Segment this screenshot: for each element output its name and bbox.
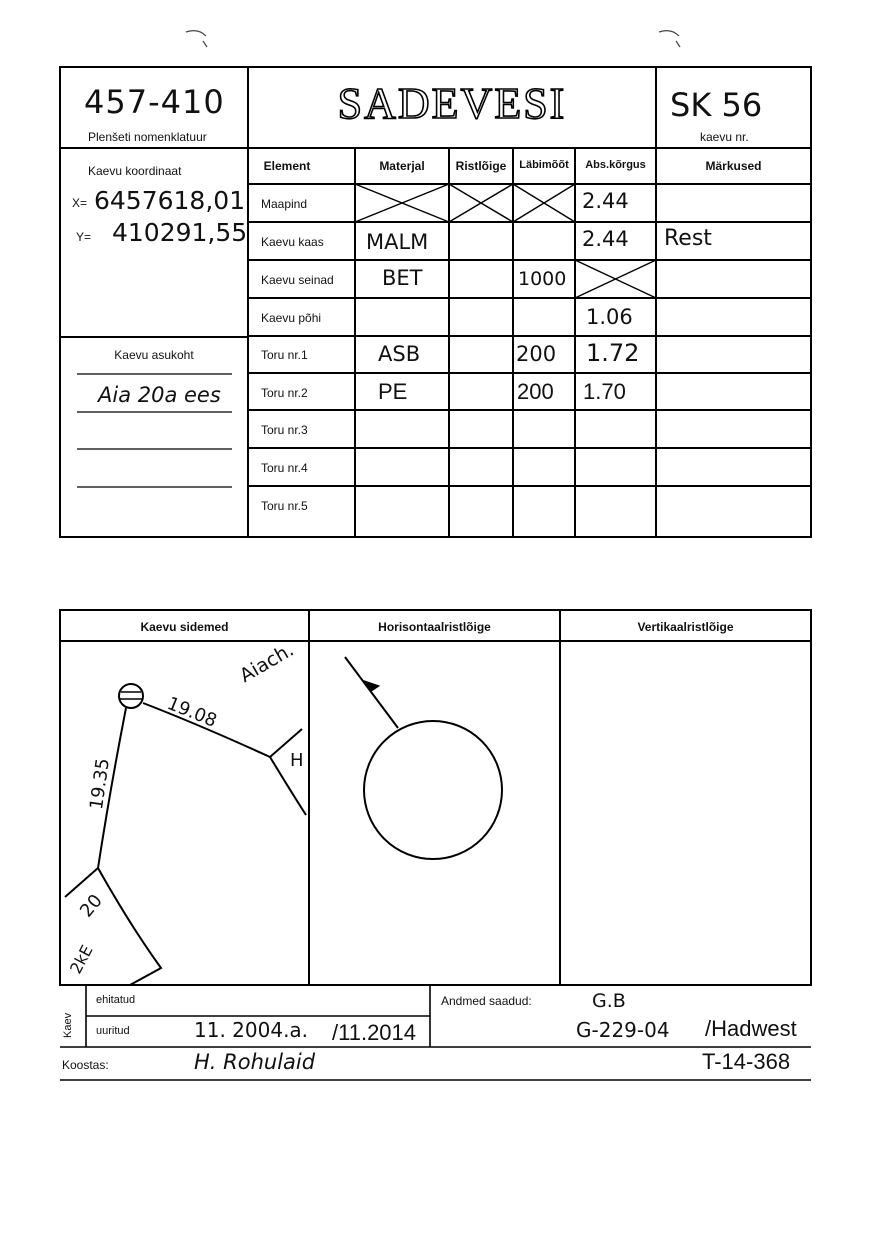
page-title: SADEVESI bbox=[337, 79, 567, 128]
well-number-label: kaevu nr. bbox=[700, 130, 749, 144]
row-material: PE bbox=[378, 379, 408, 404]
panel-title-vertical: Vertikaalristlõige bbox=[637, 620, 734, 634]
data-from-label: Andmed saadud: bbox=[441, 994, 532, 1008]
punch-mark-right bbox=[659, 31, 680, 47]
location-label: Kaevu asukoht bbox=[114, 348, 194, 362]
row-height: 1.72 bbox=[586, 339, 640, 367]
row-element: Toru nr.3 bbox=[261, 423, 308, 437]
surveyed-label: uuritud bbox=[96, 1025, 130, 1037]
coord-x-value: 6457618,01 bbox=[94, 186, 246, 215]
row-diameter: 200 bbox=[516, 342, 557, 366]
sketch-label-h: H bbox=[290, 750, 304, 771]
col-header-material: Materjal bbox=[379, 159, 425, 173]
built-label: ehitatud bbox=[96, 994, 136, 1006]
row-element: Toru nr.4 bbox=[261, 461, 308, 475]
surveyed-value-typed: /11.2014 bbox=[332, 1020, 417, 1045]
footer-side-label: Kaev bbox=[62, 1012, 74, 1038]
row-material: MALM bbox=[366, 230, 429, 254]
compiler-value: H. Rohulaid bbox=[194, 1050, 316, 1074]
punch-mark-left bbox=[186, 31, 207, 47]
row-notes: Rest bbox=[664, 226, 712, 251]
row-element: Toru nr.2 bbox=[261, 386, 308, 400]
sketch-dist-20: 20 bbox=[76, 890, 107, 922]
sketch-dist-1908: 19.08 bbox=[164, 693, 220, 732]
sketch-label-aiach: Aiach. bbox=[236, 638, 298, 688]
horizontal-section-circle bbox=[364, 721, 502, 859]
coord-y-prefix: Y= bbox=[76, 230, 92, 244]
col-header-diameter: Läbimõõt bbox=[519, 159, 569, 171]
data-ref-hand: G-229-04 bbox=[576, 1018, 670, 1042]
row-element: Toru nr.1 bbox=[261, 348, 308, 362]
row-diameter: 200 bbox=[517, 379, 554, 404]
col-header-notes: Märkused bbox=[705, 159, 762, 173]
footer-lines bbox=[60, 985, 811, 1080]
row-material: ASB bbox=[378, 342, 421, 366]
well-number-value: SK 56 bbox=[670, 86, 763, 124]
data-ref-typed: /Hadwest bbox=[705, 1016, 797, 1041]
coord-y-value: 410291,55 bbox=[112, 218, 248, 247]
panel-title-connections: Kaevu sidemed bbox=[140, 620, 229, 634]
row-diameter: 1000 bbox=[518, 268, 567, 290]
col-header-cross-section: Ristlõige bbox=[455, 159, 507, 173]
col-header-element: Element bbox=[263, 159, 311, 173]
row-height: 1.70 bbox=[583, 379, 626, 404]
location-value: Aia 20a ees bbox=[98, 383, 221, 407]
row-height: 2.44 bbox=[582, 189, 629, 213]
row-material: BET bbox=[382, 266, 423, 290]
col-header-abs-height: Abs.kõrgus bbox=[585, 159, 646, 171]
coordinates-label: Kaevu koordinaat bbox=[88, 164, 182, 178]
surveyed-value-hand: 11. 2004.a. bbox=[194, 1018, 309, 1042]
row-element: Maapind bbox=[261, 197, 308, 211]
sketch-frame bbox=[60, 610, 811, 985]
nomenclature-value: 457-410 bbox=[84, 83, 225, 121]
panel-title-horizontal: Horisontaalristlõige bbox=[378, 620, 491, 634]
sketch-dist-1935: 19.35 bbox=[86, 756, 114, 811]
sketch-label-2ke: 2kE bbox=[66, 941, 97, 977]
doc-code: T-14-368 bbox=[702, 1049, 791, 1074]
data-from-hand: G.B bbox=[592, 990, 626, 1012]
well-symbol bbox=[119, 684, 143, 708]
row-element: Toru nr.5 bbox=[261, 499, 308, 513]
row-element: Kaevu kaas bbox=[261, 235, 324, 249]
row-height: 1.06 bbox=[586, 305, 633, 329]
row-element: Kaevu põhi bbox=[261, 311, 322, 325]
coord-x-prefix: X= bbox=[72, 196, 88, 210]
row-height: 2.44 bbox=[582, 227, 629, 251]
row-element: Kaevu seinad bbox=[261, 273, 334, 287]
sketch-drawing bbox=[65, 657, 502, 985]
compiler-label: Koostas: bbox=[62, 1058, 109, 1072]
nomenclature-label: Plenšeti nomenklatuur bbox=[88, 130, 207, 144]
